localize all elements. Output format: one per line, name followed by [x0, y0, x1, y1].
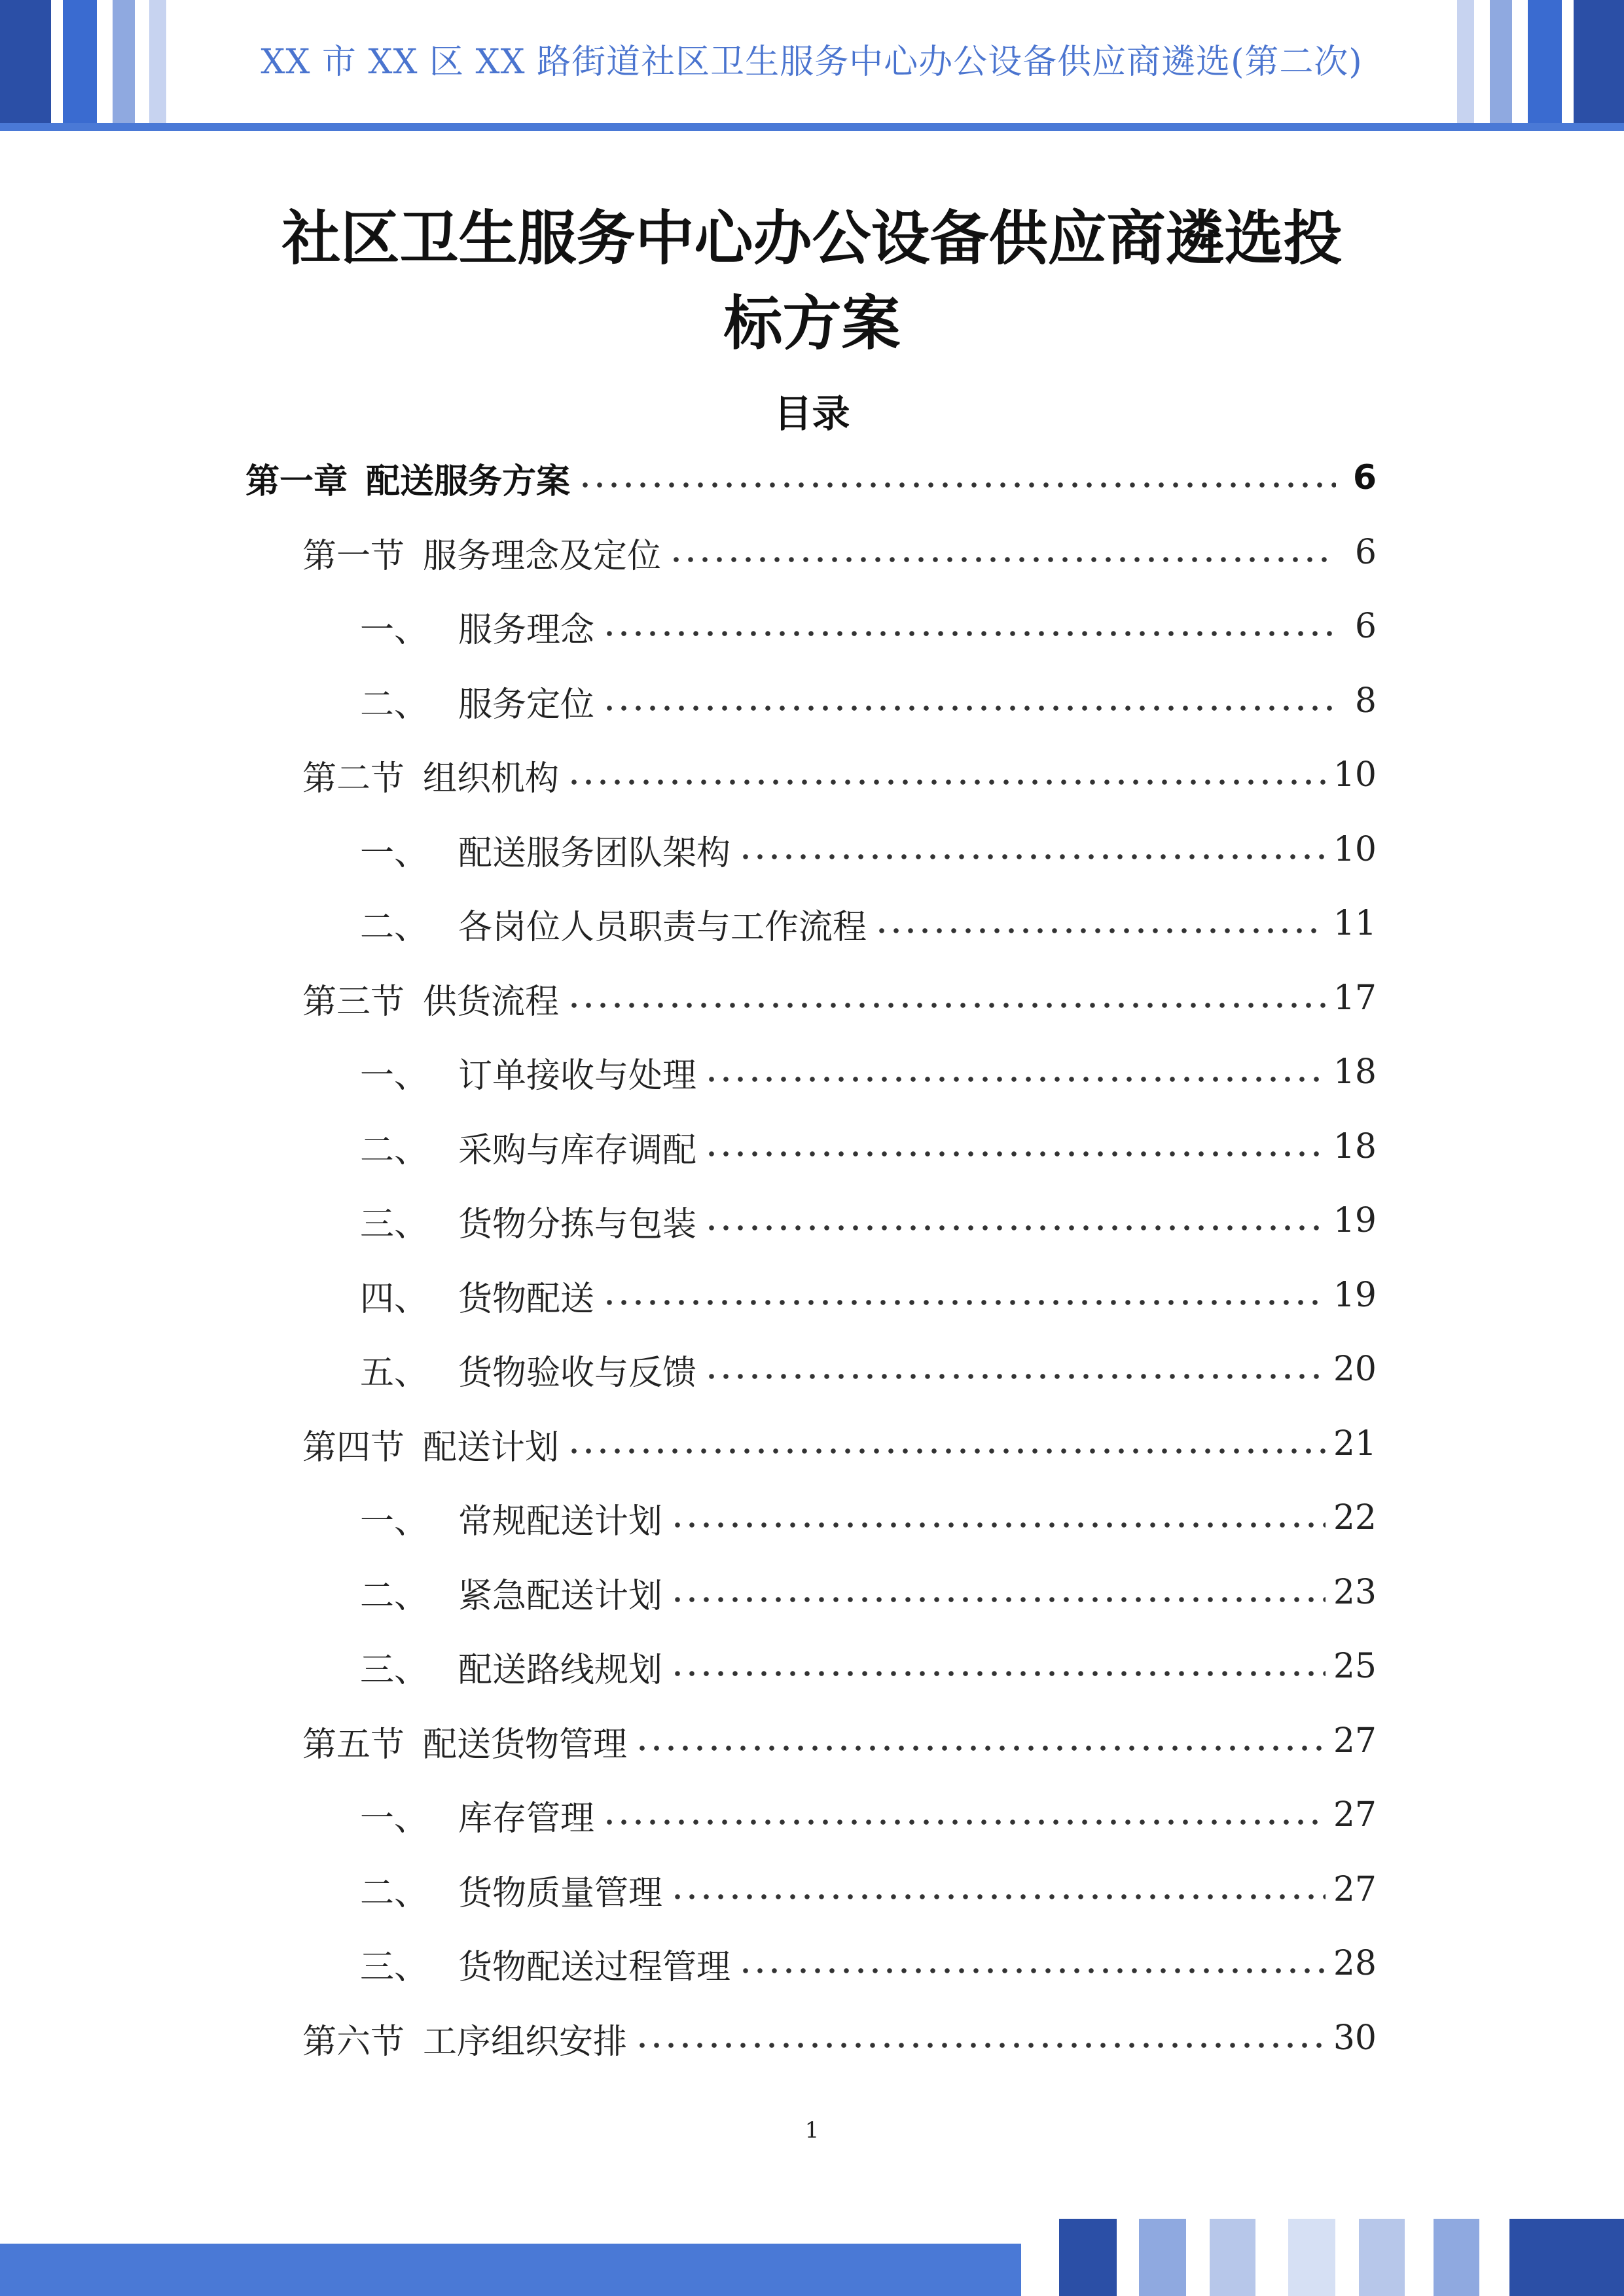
toc-dot-leader: [602, 1798, 1326, 1832]
footer-square: [1139, 2219, 1186, 2296]
footer-square: [1210, 2219, 1255, 2296]
toc-entry[interactable]: [360, 1492, 1377, 1544]
header-decoration-block: [1574, 0, 1624, 124]
toc-entry[interactable]: [302, 972, 1377, 1024]
toc-entry-number: 一、: [360, 610, 429, 650]
toc-dot-leader: [635, 2021, 1326, 2055]
toc-entry-page: 17: [1333, 978, 1377, 1018]
toc-entry[interactable]: [360, 1937, 1377, 1990]
toc-entry[interactable]: [360, 675, 1377, 727]
toc-entry-number: 二、: [360, 1873, 429, 1913]
toc-entry-label: 组织机构: [423, 759, 560, 798]
toc-entry-number: 二、: [360, 1576, 429, 1616]
toc-entry[interactable]: [245, 452, 1377, 504]
toc-entry-page: 23: [1333, 1573, 1377, 1612]
running-header: XX 市 XX 区 XX 路街道社区卫生服务中心办公设备供应商遴选(第二次): [261, 43, 1363, 82]
toc-entry-number: 四、: [360, 1279, 429, 1319]
toc-entry-page: 6: [1354, 533, 1377, 572]
toc-entry-page: 21: [1333, 1424, 1377, 1463]
toc-dot-leader: [670, 1501, 1326, 1535]
toc-entry-label: 货物配送: [458, 1279, 595, 1319]
toc-entry-page: 18: [1333, 1052, 1377, 1092]
toc-entry[interactable]: [360, 1343, 1377, 1395]
toc-entry[interactable]: [360, 823, 1377, 876]
toc-entry-label: 货物分拣与包装: [458, 1204, 697, 1244]
footer-square: [1288, 2219, 1335, 2296]
toc-entry[interactable]: [360, 897, 1377, 950]
title-line-2: 标方案: [723, 289, 901, 358]
toc-entry-page: 18: [1333, 1127, 1377, 1166]
toc-entry-page: 6: [1352, 458, 1377, 497]
toc-entry-number: 一、: [360, 833, 429, 873]
toc-entry-page: 30: [1333, 2018, 1377, 2058]
toc-entry-number: 第六节: [302, 2022, 405, 2062]
toc-dot-leader: [738, 833, 1326, 867]
header-decoration-block: [0, 0, 51, 124]
toc-entry-page: 28: [1333, 1944, 1377, 1983]
toc-entry-number: 第一章: [245, 461, 348, 501]
toc-dot-leader: [567, 758, 1326, 792]
footer-square: [1059, 2219, 1117, 2296]
toc-entry-label: 配送服务团队架构: [458, 833, 731, 873]
toc-dot-leader: [704, 1130, 1326, 1164]
title-line-1: 社区卫生服务中心办公设备供应商遴选投: [281, 204, 1343, 273]
toc-entry-page: 11: [1333, 904, 1377, 943]
toc-entry-label: 货物配送过程管理: [458, 1947, 731, 1987]
toc-entry-label: 各岗位人员职责与工作流程: [458, 907, 867, 947]
toc-entry-number: 五、: [360, 1353, 429, 1393]
toc-entry-label: 服务理念: [458, 610, 595, 650]
toc-entry-page: 6: [1354, 607, 1377, 646]
toc-entry-page: 27: [1333, 1870, 1377, 1909]
toc-entry-page: 8: [1354, 681, 1377, 721]
toc-dot-leader: [704, 1352, 1326, 1386]
toc-entry[interactable]: [360, 1121, 1377, 1173]
toc-entry-page: 10: [1333, 755, 1377, 795]
toc-entry-label: 采购与库存调配: [458, 1130, 697, 1170]
toc-entry-number: 二、: [360, 1130, 429, 1170]
toc-entry-label: 货物验收与反馈: [458, 1353, 697, 1393]
toc-dot-leader: [602, 684, 1336, 718]
toc-entry-number: 第四节: [302, 1427, 405, 1467]
toc-entry[interactable]: [302, 1715, 1377, 1767]
toc-entry[interactable]: [360, 1194, 1377, 1247]
toc-entry-number: 第五节: [302, 1725, 405, 1765]
footer-square: [1509, 2219, 1624, 2296]
toc-entry-label: 货物质量管理: [458, 1873, 663, 1913]
toc-entry-page: 22: [1333, 1498, 1377, 1537]
toc-dot-leader: [669, 535, 1336, 569]
toc-dot-leader: [567, 1427, 1326, 1461]
toc-dot-leader: [670, 1649, 1326, 1683]
toc-entry[interactable]: [302, 1418, 1377, 1470]
toc-entry-page: 20: [1333, 1350, 1377, 1389]
toc-entry-number: 二、: [360, 685, 429, 725]
toc-entry-label: 服务理念及定位: [423, 536, 662, 576]
footer-square: [1359, 2219, 1405, 2296]
header-decoration-stripe: [63, 0, 97, 124]
toc-entry-number: 一、: [360, 1501, 429, 1541]
toc-entry-label: 配送计划: [423, 1427, 560, 1467]
toc-dot-leader: [670, 1873, 1326, 1907]
toc-dot-leader: [602, 609, 1336, 643]
footer-square: [1434, 2219, 1479, 2296]
toc-dot-leader: [875, 906, 1326, 941]
toc-heading: 目录: [774, 391, 850, 436]
toc-dot-leader: [567, 981, 1326, 1015]
toc-entry-page: 27: [1333, 1721, 1377, 1761]
toc-entry-page: 10: [1333, 830, 1377, 869]
toc-entry[interactable]: [302, 749, 1377, 801]
toc-entry-page: 19: [1333, 1276, 1377, 1315]
footer-bar: [0, 2244, 1021, 2296]
toc-entry-label: 库存管理: [458, 1799, 595, 1839]
toc-entry-number: 三、: [360, 1650, 429, 1690]
toc-entry-label: 紧急配送计划: [458, 1576, 663, 1616]
toc-entry[interactable]: [360, 1640, 1377, 1693]
toc-entry[interactable]: [360, 600, 1377, 653]
header-decoration-stripe: [1528, 0, 1562, 124]
toc-entry[interactable]: [360, 1566, 1377, 1619]
header-decoration-stripe: [1490, 0, 1512, 124]
toc-entry-label: 服务定位: [458, 685, 595, 725]
toc-entry-number: 二、: [360, 907, 429, 947]
toc-entry-label: 配送服务方案: [366, 461, 571, 501]
toc-entry-label: 常规配送计划: [458, 1501, 663, 1541]
toc-entry-number: 一、: [360, 1799, 429, 1839]
toc-entry-number: 三、: [360, 1204, 429, 1244]
toc-entry-number: 第一节: [302, 536, 405, 576]
toc-dot-leader: [602, 1278, 1326, 1312]
document-title: [0, 196, 1624, 367]
toc-dot-leader: [578, 461, 1336, 495]
toc-entry[interactable]: [360, 1046, 1377, 1098]
toc-entry-label: 工序组织安排: [423, 2022, 628, 2062]
toc-entry-page: 25: [1333, 1647, 1377, 1686]
toc-entry-label: 供货流程: [423, 982, 560, 1022]
toc-entry[interactable]: [360, 1269, 1377, 1321]
toc-entry-number: 第二节: [302, 759, 405, 798]
toc-entry-number: 三、: [360, 1947, 429, 1987]
toc-dot-leader: [704, 1055, 1326, 1089]
toc-entry-label: 配送货物管理: [423, 1725, 628, 1765]
toc-dot-leader: [670, 1575, 1326, 1609]
toc-dot-leader: [635, 1724, 1326, 1758]
page-number: 1: [804, 2117, 820, 2144]
toc-entry-page: 27: [1333, 1795, 1377, 1835]
toc-entry-number: 第三节: [302, 982, 405, 1022]
toc-entry[interactable]: [302, 2012, 1377, 2064]
toc-dot-leader: [738, 1946, 1326, 1981]
toc-entry[interactable]: [302, 526, 1377, 579]
toc-entry-label: 配送路线规划: [458, 1650, 663, 1690]
toc-entry[interactable]: [360, 1789, 1377, 1841]
toc-dot-leader: [704, 1204, 1326, 1238]
toc-entry-number: 一、: [360, 1056, 429, 1096]
toc-entry-label: 订单接收与处理: [458, 1056, 697, 1096]
header-rule: [0, 123, 1624, 131]
toc-entry[interactable]: [360, 1863, 1377, 1916]
toc-entry-page: 19: [1333, 1201, 1377, 1240]
